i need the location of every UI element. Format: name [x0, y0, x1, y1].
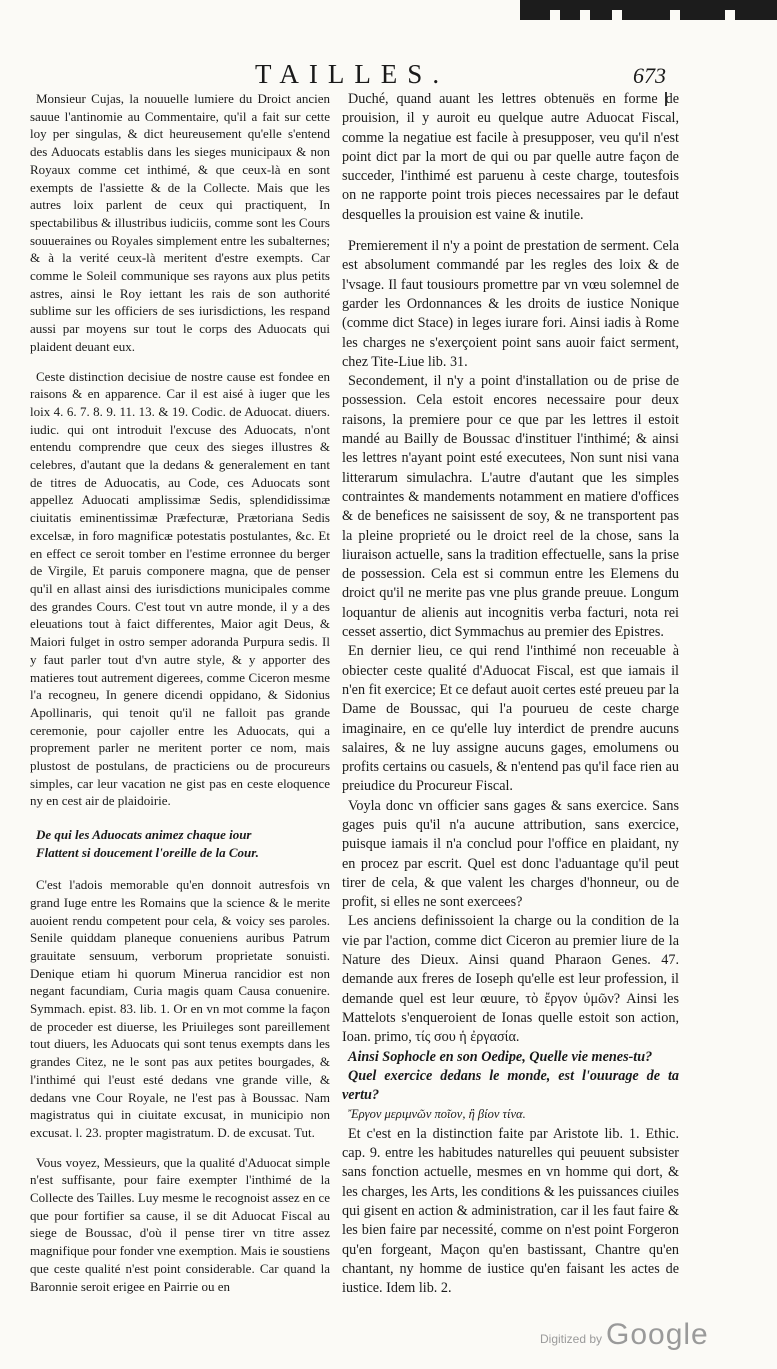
running-head: TAILLES.: [255, 59, 450, 89]
greek-line: Ἔργον μεριμνῶν ποῖον, ἢ βίον τίνα.: [348, 1107, 526, 1122]
page-header: [30, 55, 750, 95]
quote-line: Quel exercice dedans le monde, est l'ouurage de ta vertu?: [342, 1067, 679, 1104]
digitized-watermark: [540, 1318, 720, 1354]
scan-edge-bar: [520, 0, 777, 20]
paragraph: Vous voyez, Messieurs, que la qualité d'Aduocat simple n'est suffisante, pour faire exempter l'inthimé de la Collecte des Tailles. Luy mesme le recognoist assez en ce que pour fortifier sa cause, il se dit Aduocat Fiscal au siege de Boussac, d'où il pense tirer vn titre assez magnifique pour fonder vne exemption. Mais ie soustiens que ceste qualité n'est point considerable. Car quand la Baronnie seroit erigee en Pairrie ou en: [30, 1154, 330, 1294]
paragraph: Voyla donc vn officier sans gages & sans exercice. Sans gages puis qu'il n'a aucune attribution, sans exercice, puisque iamais il n'a conclud pour l'office en plaidant, ny en procez par escrit. Quel est donc l'aduantage qu'il peut tirer de cela, & que valent les charges d'honneur, ou de profit, si elles ne sont exercees?: [342, 797, 679, 911]
page-number: 673: [633, 63, 666, 88]
paragraph: Ceste distinction decisiue de nostre cause est fondee en raisons & en apparence. Car il est aisé à iuger que les loix 4. 6. 7. 8. 9. 11. 13. & 19. Codic. de Aduocat. diuers. iudic. qui ont introduit l'excuse des Aduocats, n'ont entendu comprendre que ceux des sieges illustres & celebres, d'autant que la dedans & generalement en tant de titres de Aduocatis, au Code, ces Aduocats sont appellez Aduocati amplissimæ Sedis, splendidissimæ ciuitatis eminentissimæ Præfecturæ, Prætoriana Sedis excelsæ, in foro magnificæ potestatis postulantes, &c. Et en effect ce seroit tomber en l'estime erronnee du berger de Virgile, Et paruis componere magna, que de penser qu'il en allast ainsi des iurisdictions municipales comme des grandes Cours. C'est tout vn autre monde, il y a des eleuations tout à faict differentes, Maior agit Deus, & Maiori fulget in ostro semper adoranda Purpura sedis. Il y faut parler tout d'vn autre style, & y apporter des matieres tout autrement digerees, comme Ciceron mesme l'a recogneu, In genere dicendi oppidano, & Sidonius Apollinaris, qui tenoit qu'il ne falloit pas grande ceremonie, pour cajoller entre les Aduocats, qui a proprement parler ne meritent porter ce nom, mais plustost de postulans, de practiciens ou de procureurs simples, car leur vacation ne gist pas en ceste eloquence ny en cest air de plaidoirie.: [30, 368, 330, 809]
verse-line: De qui les Aduocats animez chaque iour: [36, 827, 252, 843]
paragraph: Secondement, il n'y a point d'installation ou de prise de possession. Cela estoit encores necessaire pour deux raisons, la premiere pour ce que par les lettres il estoit mandé au Bailly de Boussac d'instituer l'inthimé; & ainsi les lettres n'ayant point esté executees, Non sunt nisi vana litterarum simulachra. L'autre d'autant que les simples contraintes & mandements notamment en matiere d'offices & de benefices ne saisissent de soy, & ne transportent pas la pleine proprieté ou le droict reel de la chose, sans la liuraison actuelle, sans la tradition effectuelle, sans la prise de possession. Cela est si commun entre les Elemens du droict qu'il ne merite pas vne plus grande preuue. Longum loquantur de alienis aut incognitis verba facturi, nota rei cesset assertio, dict Symmachus au premier des Epistres.: [342, 373, 679, 641]
google-logo: Google: [606, 1318, 709, 1351]
verse-line: Flattent si doucement l'oreille de la Cour.: [36, 845, 259, 861]
verse-quote: [36, 826, 330, 862]
paragraph: Duché, quand auant les lettres obtenuës en forme de prouision, il y auroit eu quelque autre Aduocat Fiscal, comme la negatiue est facile à presupposer, veu qu'il n'est point dict par la mort de qui ou par quelle autre façon de succeder, l'inthimé est paruenu à ceste charge, toutesfois on ne rapporte point trois pieces necessaires par le defaut desquelles la prouision est vaine & inutile.: [342, 91, 679, 223]
quote-line: Ainsi Sophocle en son Oedipe, Quelle vie menes-tu?: [348, 1048, 653, 1065]
paragraph: Les anciens definissoient la charge ou la condition de la vie par l'action, comme dict Ciceron au premier liure de la Nature des Dieux. Ainsi quand Pharaon Genes. 47. demande aux freres de Ioseph qu'elle est leur profession, il demande quel est leur œuure, τὸ ἔργον ὑμῶν? Ainsi les Mattelots s'enqueroient de Ionas quelle estoit son action, Ioan. primo, τίς σου ἡ ἐργασία.: [342, 913, 679, 1046]
watermark-prefix: Digitized by: [540, 1332, 603, 1346]
paragraph: C'est l'adois memorable qu'en donnoit autresfois vn grand Iuge entre les Romains que la science & le merite auoient rendu competent pour cela, & voicy ses paroles. Senile quiddam planeque conueniens auribus Patrum grauitate sensuum, verborum proprietate sonuisti. Denique etiam hi quorum Minerua rancidior est non negant facundiam, Curia magis quam Causa conuenire. Symmach. epist. 83. lib. 1. Or en vn mot comme la façon de proceder est diuerse, les Priuileges sont pareillement tout diuers, les Aduocats qui sont tenus exempts dans les grandes Citez, ne le sont pas aux petites bourgades, & l'inthimé qui l'eust esté dedans vne grande ville, & dedans vne Cour Royale, ne l'est pas à Boussac. Nam magistratus qui in ciuitate excusat, in municipio non excusat. l. 23. propter magistratum. D. de excusat. Tut.: [30, 877, 330, 1140]
paragraph: Monsieur Cujas, la nouuelle lumiere du Droict ancien sauue l'antinomie au Commentaire, qu'il a fait sur cette loy per singulas, & dict heureusement qu'elle s'entend des Aduocats establis dans les sieges municipaux & non Royaux comme cet inthimé, & que ceux-là en sont exempts de l'assiette & de la Collecte. Mais que les autres loix parlent de ceux qui practiquent, In spectabilibus & illustribus iudiciis, comme sont les Cours souueraines ou Royales simplement entre les subalternes; & à la verité ceux-là meritent d'estre exempts. Car comme le Soleil communique ses rayons aux plus petits astres, ainsi le Roy iettant les rais de son authorité sublime sur les officiers de ses iurisdictions, les respand aussi par moyens sur tout le corps des Aduocats qui plaident deuant eux.: [30, 91, 330, 354]
paragraph: Et c'est en la distinction faite par Aristote lib. 1. Ethic. cap. 9. entre les habitudes naturelles qui peuuent subsister sans fonction actuelle, mesmes en vn homme qui dort, & les charges, les Arts, les conditions & les puissances ciuiles qui gisent en action & administration, car il les faut faire & les bien faire par necessité, comme on n'est point Forgeron qu'en forgeant, Maçon qu'en bastissant, Chantre qu'en chantant, ny homme de iustice qu'en faisant les actes de iustice. Idem lib. 2.: [342, 1125, 679, 1297]
paragraph: Premierement il n'y a point de prestation de serment. Cela est absolument commandé par les regles des loix & de l'vsage. Il faut tousiours promettre par vn vœu solemnel de garder les Ordonnances & les droits de iustice Nonique (comme dict Stace) in leges iurare fori. Ainsi iadis à Rome les charges ne s'exerçoient point sans auoir faict serment, chez Tite-Liue lib. 31.: [342, 238, 679, 370]
paragraph: En dernier lieu, ce qui rend l'inthimé non receuable à obiecter ceste qualité d'Aduocat Fiscal, est que iamais il n'en fit exercice; Et ce defaut auoit certes esté preueu par la Dame de Boussac, qui l'a pourueu de ceste charge imaginaire, en ce qu'elle luy interdict de prendre aucuns salaires, & ne luy assigne aucuns gages, emolumens ou profits certains ou casuels, & n'entend pas qu'il face rien au preiudice du Procureur Fiscal.: [342, 643, 679, 795]
right-column: [342, 90, 679, 1298]
left-column: [30, 90, 330, 1295]
